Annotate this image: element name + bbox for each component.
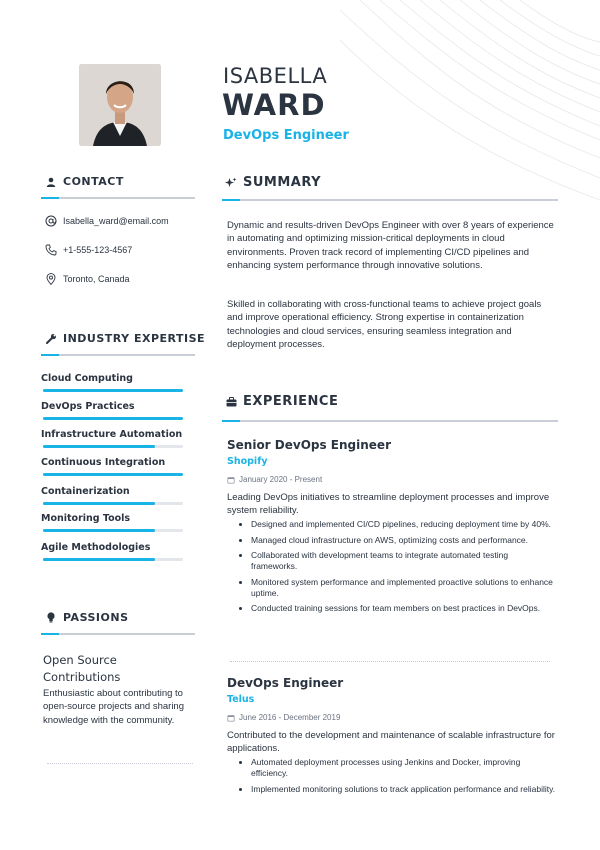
wrench-icon <box>45 333 57 345</box>
job-title: DevOps Engineer <box>223 128 349 143</box>
passions-title: PASSIONS <box>63 611 129 624</box>
first-name: ISABELLA <box>223 64 328 88</box>
skill-bar-fill <box>43 445 155 448</box>
job-bullet: Monitored system performance and implemented proactive solutions to enhance uptime. <box>251 577 556 599</box>
skill-label: Agile Methodologies <box>41 542 151 553</box>
experience-title: EXPERIENCE <box>243 394 339 409</box>
skill-label: Infrastructure Automation <box>41 429 183 440</box>
profile-photo <box>79 64 161 146</box>
skill-item <box>41 429 183 440</box>
skill-item <box>41 542 183 553</box>
job-role: Senior DevOps Engineer <box>227 438 391 452</box>
skill-bar <box>43 558 183 561</box>
skill-bar <box>43 502 183 505</box>
avatar <box>79 64 161 146</box>
skill-bar <box>43 389 183 392</box>
background-wave-pattern <box>340 0 600 240</box>
job-bullet: Conducted training sessions for team members on best practices in DevOps. <box>251 603 556 614</box>
skill-item <box>41 373 183 384</box>
skill-bar <box>43 473 183 476</box>
job-bullet-list <box>251 519 556 619</box>
summary-paragraph: Skilled in collaborating with cross-functional teams to achieve project goals and improve operational efficiency. Strong expertise in containerization technologies and cloud services, ensuring seamless integration and deployment processes. <box>227 299 542 351</box>
skill-bar-fill <box>43 558 155 561</box>
phone-value: +1-555-123-4567 <box>63 245 133 255</box>
skill-item <box>41 401 183 412</box>
lightbulb-icon <box>45 612 57 624</box>
passions-divider <box>41 633 195 635</box>
job-description: Leading DevOps initiatives to streamline deployment processes and improve system reliability. <box>227 492 550 516</box>
job-dates <box>227 713 340 722</box>
contact-phone[interactable] <box>45 244 132 256</box>
skill-label: Cloud Computing <box>41 373 133 384</box>
passion-description: Enthusiastic about contributing to open-source projects and sharing knowledge with the community. <box>43 688 185 726</box>
skill-label: DevOps Practices <box>41 401 135 412</box>
expertise-title: INDUSTRY EXPERTISE <box>63 332 206 345</box>
skill-bar <box>43 445 183 448</box>
contact-email[interactable] <box>45 215 169 227</box>
skill-item <box>41 486 183 497</box>
last-name: WARD <box>222 88 326 122</box>
passions-heading <box>45 611 129 624</box>
job-dates-text: January 2020 - Present <box>239 475 323 484</box>
job-description: Contributed to the development and maintenance of scalable infrastructure for applications. <box>227 730 555 754</box>
skill-bar-fill <box>43 417 183 420</box>
job-role: DevOps Engineer <box>227 676 344 690</box>
summary-paragraph: Dynamic and results-driven DevOps Engineer with over 8 years of experience in automating and optimizing mission-critical deployments in cloud environments. Proven track record of implementing CI/CD pipelines and enhancing system performance through innovative solutions. <box>227 220 554 272</box>
location-value: Toronto, Canada <box>63 274 130 284</box>
expertise-divider <box>41 354 195 356</box>
skill-label: Continuous Integration <box>41 457 166 468</box>
expertise-heading <box>45 332 205 345</box>
experience-divider <box>222 420 558 422</box>
job-bullet: Designed and implemented CI/CD pipelines, reducing deployment time by 40%. <box>251 519 556 530</box>
email-value: Isabella_ward@email.com <box>63 216 169 226</box>
contact-location <box>45 273 130 285</box>
passion-divider <box>47 763 193 764</box>
skill-bar-fill <box>43 529 155 532</box>
sparkle-icon <box>225 177 237 189</box>
job-bullet: Implemented monitoring solutions to track application performance and reliability. <box>251 783 556 794</box>
skill-bar-fill <box>43 389 183 392</box>
skill-bar-fill <box>43 473 183 476</box>
summary-divider <box>222 199 558 201</box>
contact-title: CONTACT <box>63 175 124 188</box>
job-dates <box>227 475 322 484</box>
job-dates-text: June 2016 - December 2019 <box>239 713 341 722</box>
calendar-icon <box>227 714 235 722</box>
job-bullet: Managed cloud infrastructure on AWS, optimizing costs and performance. <box>251 535 556 546</box>
job-company: Telus <box>227 694 255 705</box>
job-bullet-list <box>251 757 556 799</box>
skill-item <box>41 513 183 524</box>
summary-heading <box>225 175 321 190</box>
skill-bar <box>43 529 183 532</box>
phone-icon <box>45 244 57 256</box>
skill-item <box>41 457 183 468</box>
skill-bar <box>43 417 183 420</box>
passion-title: Open Source Contributions <box>43 653 121 684</box>
contact-heading <box>45 175 124 188</box>
briefcase-icon <box>225 396 237 408</box>
job-bullet: Collaborated with development teams to integrate automated testing frameworks. <box>251 550 556 572</box>
calendar-icon <box>227 476 235 484</box>
job-divider <box>230 661 550 662</box>
summary-title: SUMMARY <box>243 175 322 190</box>
job-bullet: Automated deployment processes using Jenkins and Docker, improving efficiency. <box>251 757 556 779</box>
job-company: Shopify <box>227 456 268 467</box>
contact-divider <box>41 197 195 199</box>
at-icon <box>45 215 57 227</box>
skill-label: Containerization <box>41 486 130 497</box>
skill-label: Monitoring Tools <box>41 513 131 524</box>
location-pin-icon <box>45 273 57 285</box>
user-icon <box>45 176 57 188</box>
skill-bar-fill <box>43 502 155 505</box>
experience-heading <box>225 394 338 409</box>
